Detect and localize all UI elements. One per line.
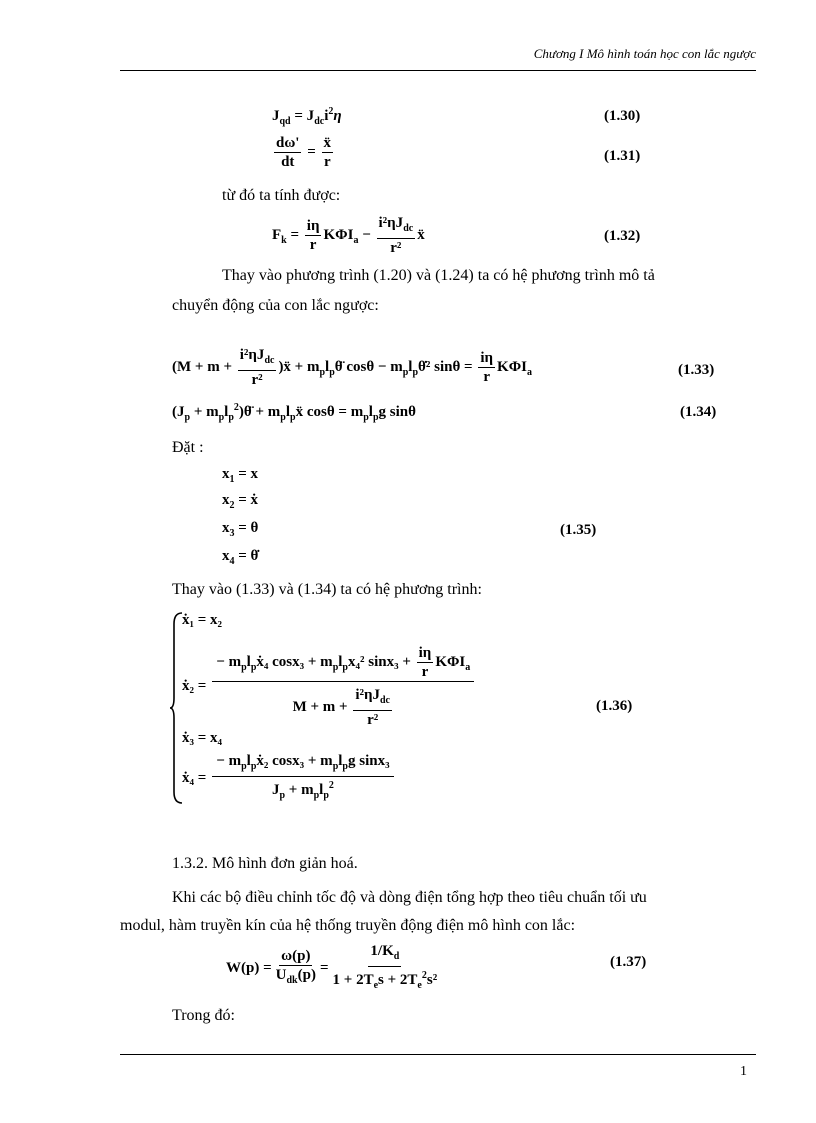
text-thay-vao-1b: chuyển động của con lắc ngược: — [172, 297, 379, 314]
section-heading-1-3-2: 1.3.2. Mô hình đơn giản hoá. — [172, 855, 358, 872]
equation-1-35-x4: $x_4$ = θ̇ — [222, 548, 259, 567]
equation-1-36-line2: ẋ₂ = − $m_pl_pẋ_4$ $\cos x_3 + m_pl_px_4^2$ sinx₃ + $\frac{i\eta}{r}$ $K\Phi I_a$ M + m + $\frac{i^2\eta J_{dc}}{\text{r²}}$ — [182, 644, 476, 729]
equation-number-1-35: (1.35) — [560, 522, 597, 538]
equation-1-34: ($J_p$ + $m_pl_p^2)\thetä$ + $m_pl_pẍ$ $\cos\theta = m_pl_pg$ sinθ — [172, 402, 416, 423]
header-rule — [120, 70, 756, 71]
equation-1-36-line4: ẋ₄ = $\frac{- m_pl_pẋ_2 \cos x_3 + m_pl_pg \sin x_3}{J_p + m_pl_p^2}$ — [182, 752, 396, 805]
equation-number-1-32: (1.32) — [604, 228, 641, 244]
equation-1-30: $J_{qd} = J_{dc}i^2\eta$ — [272, 106, 342, 127]
equation-1-33: (M + m + $\frac{i^2\eta J_{dc}}{\text{r²}}$ )ẍ + $m_pl_p\thetä$ $\cos\theta - m_pl_p\thetȧ^2$ sinθ = $\frac{i\eta}{r}$ $K\Phi I_a$ — [172, 347, 532, 388]
equation-number-1-30: (1.30) — [604, 108, 641, 124]
page-number: 1 — [740, 1064, 747, 1079]
text-tu-do: từ đó ta tính được: — [222, 187, 341, 204]
page-header-chapter-title: Chương I Mô hình toán học con lắc ngược — [533, 46, 756, 61]
equation-1-37: W(p) = $\frac{\omega(p)}{U_{dk}(p)}$ = $\frac{1/K_d}{1 + 2T_es + 2T_e^2s^2}$ — [226, 943, 438, 991]
equation-number-1-37: (1.37) — [610, 954, 647, 970]
equation-number-1-33: (1.33) — [678, 362, 715, 378]
text-trong-do: Trong đó: — [172, 1007, 235, 1024]
equation-1-35-x1: $x_1 = x$ — [222, 466, 259, 485]
equation-1-36-line3: ẋ₃ = x₄ — [182, 730, 223, 746]
equation-number-1-31: (1.31) — [604, 148, 641, 164]
equation-1-35-x3: $x_3 = \theta$ — [222, 520, 259, 539]
text-thay-vao-2: Thay vào (1.33) và (1.34) ta có hệ phương trình: — [172, 581, 482, 598]
equation-1-36-line1: ẋ₁ = x₂ — [182, 612, 223, 628]
footer-rule — [120, 1054, 756, 1055]
text-thay-vao-1a: Thay vào phương trình (1.20) và (1.24) ta có hệ phương trình mô tả — [222, 267, 655, 284]
text-dat: Đặt : — [172, 439, 204, 456]
equation-number-1-34: (1.34) — [680, 404, 717, 420]
equation-1-32: $F_k$ = $\frac{i\eta}{r}$ $K\Phi I_a$ − $\frac{i^2\eta J_{dc}}{\text{r²}}$ ẍ — [272, 215, 425, 256]
equation-number-1-36: (1.36) — [596, 698, 633, 714]
equation-1-31: $\frac{d\omega'}{dt}$ = $\frac{\text{ẍ}}{r}$ — [276, 135, 332, 170]
equation-1-35-x2: $x_2$ = ẋ — [222, 492, 259, 511]
text-khi-b: modul, hàm truyền kín của hệ thống truyền động điện mô hình con lắc: — [120, 917, 576, 934]
text-khi-a: Khi các bộ điều chỉnh tốc độ và dòng điện tổng hợp theo tiêu chuẩn tối ưu — [172, 889, 647, 906]
